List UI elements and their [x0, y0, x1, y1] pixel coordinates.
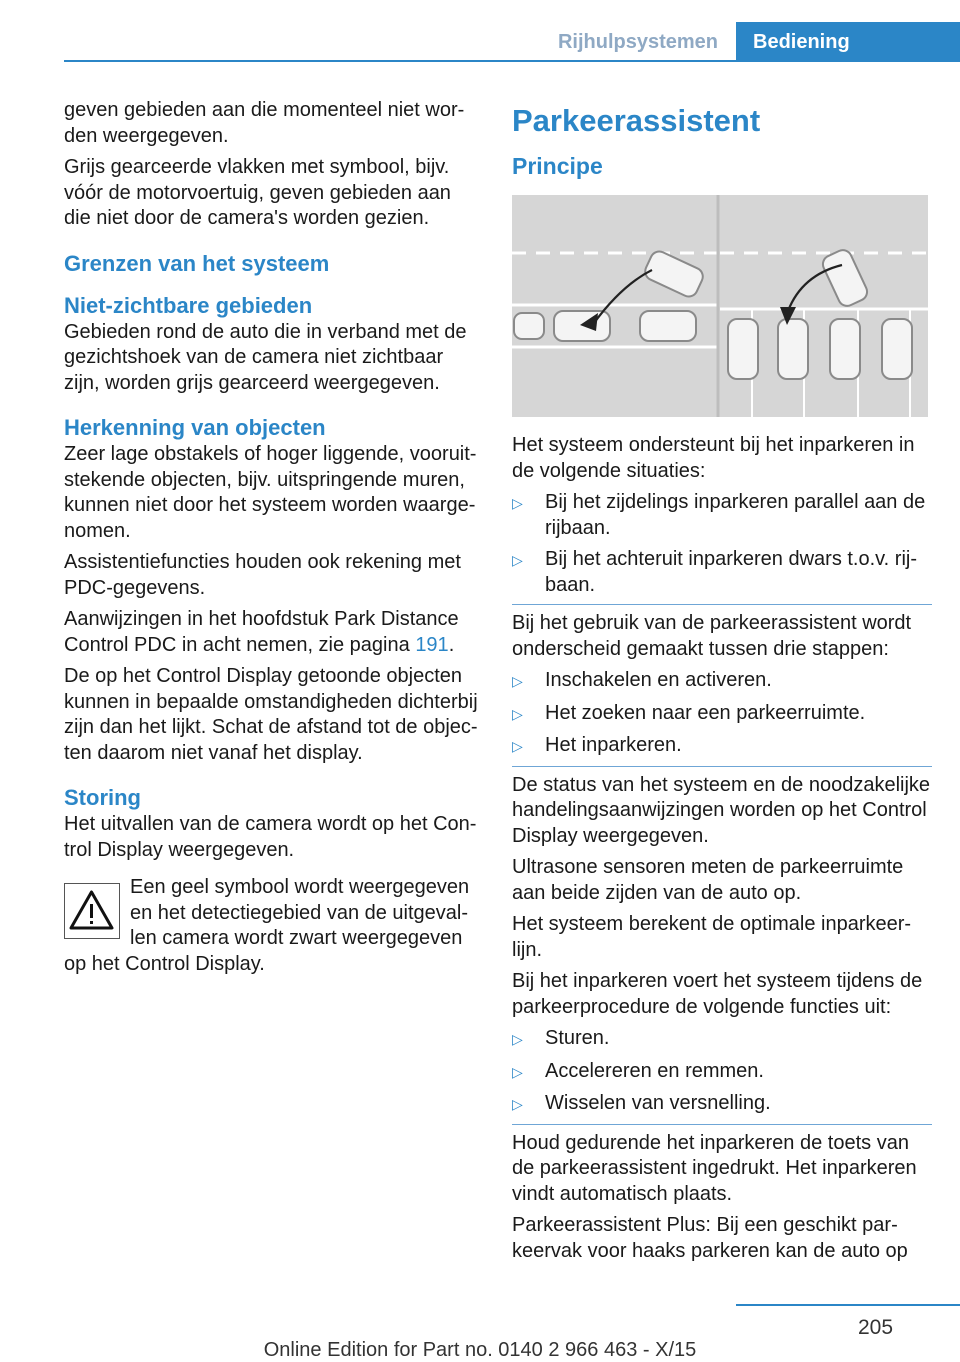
header-rule — [64, 60, 960, 62]
list-item — [512, 490, 932, 541]
list-item-text: Inschakelen en activeren. — [545, 669, 772, 691]
paragraph: Het systeem ondersteunt bij het inparkeren in de volgende situaties: — [512, 434, 915, 482]
list-item — [512, 547, 932, 598]
heading-storing: Storing — [64, 785, 141, 810]
list-item-text: Sturen. — [545, 1027, 610, 1049]
paragraph: Houd gedurende het inparkeren de toets van de parkeerassistent ingedrukt. Het inparkeren vindt automatisch plaats. — [512, 1131, 917, 1205]
footer-rule — [736, 1304, 960, 1306]
paragraph: De status van het systeem en de noodzakelijke handelingsaanwijzingen worden op het Control Display weergegeven. — [512, 773, 931, 847]
right-column — [512, 98, 932, 1270]
paragraph-text: . — [448, 633, 455, 656]
triangle-right-icon: ▷ — [512, 738, 523, 754]
heading-parkeerassistent: Parkeerassistent — [512, 103, 761, 138]
paragraph: Het uitvallen van de camera wordt op het Con-trol Display weergegeven. — [64, 813, 477, 861]
paragraph: Zeer lage obstakels of hoger liggende, vooruit-stekende objecten, bijv. uitspringende muren, kunnen niet door het systeem worden waarge-nomen. — [64, 443, 477, 542]
warning-line: op het Control Display. — [64, 952, 265, 975]
header-chapter-tab: Bediening — [736, 22, 960, 62]
list-item-text: Het inparkeren. — [545, 734, 682, 756]
list-item — [512, 668, 932, 695]
online-edition-note: Online Edition for Part no. 0140 2 966 463 - X/15 — [263, 1339, 697, 1361]
paragraph: Assistentiefuncties houden ook rekening met PDC-gegevens. — [64, 551, 461, 599]
paragraph: Grijs gearceerde vlakken met symbool, bijv. vóór de motorvoertuig, geven gebieden aan die niet door de camera's worden gezien. — [64, 156, 451, 229]
warning-text — [64, 875, 482, 977]
warning-line: en het detectiegebied van de uitgeval- — [130, 901, 469, 924]
triangle-right-icon: ▷ — [512, 495, 523, 511]
heading-principe: Principe — [512, 153, 603, 179]
triangle-right-icon: ▷ — [512, 1031, 523, 1047]
paragraph: De op het Control Display getoonde objecten kunnen in bepaalde omstandigheden dichterbij zijn dan het lijkt. Schat de afstand tot de objec-ten daarom niet vanaf het display. — [64, 665, 478, 764]
paragraph: Het systeem berekent de optimale inparkeer-lijn. — [512, 913, 912, 961]
bullet-list — [512, 490, 932, 605]
list-item — [512, 1026, 932, 1053]
heading-herkenning: Herkenning van objecten — [64, 415, 326, 440]
bullet-list — [512, 1026, 932, 1125]
list-item — [512, 733, 932, 760]
left-column — [64, 98, 482, 983]
paragraph: Bij het inparkeren voert het systeem tijdens de parkeerprocedure de volgende functies uit: — [512, 970, 923, 1018]
triangle-right-icon: ▷ — [512, 673, 523, 689]
parking-illustration — [512, 195, 928, 417]
paragraph: Bij het gebruik van de parkeerassistent wordt onderscheid gemaakt tussen drie stappen: — [512, 612, 912, 660]
list-item-text: Wisselen van versnelling. — [545, 1092, 771, 1114]
heading-niet-zichtbare-gebieden: Niet-zichtbare gebieden — [64, 292, 313, 318]
triangle-right-icon: ▷ — [512, 1063, 523, 1080]
paragraph — [64, 607, 482, 658]
triangle-right-icon: ▷ — [512, 1096, 523, 1112]
paragraph: geven gebieden aan die momenteel niet wor-den weergegeven. — [64, 99, 465, 147]
warning-line: Een geel symbool wordt weergegeven — [130, 876, 470, 898]
list-item-text: Bij het achteruit inparkeren dwars t.o.v. rij-baan. — [545, 548, 918, 596]
header-section-title: Rijhulpsystemen — [557, 30, 719, 53]
list-item-text: Bij het zijdelings inparkeren parallel aan de rijbaan. — [545, 491, 926, 539]
page-number: 205 — [858, 1316, 894, 1339]
triangle-right-icon: ▷ — [512, 705, 523, 722]
paragraph: Parkeerassistent Plus: Bij een geschikt par-keervak voor haaks parkeren kan de auto op — [512, 1214, 908, 1262]
paragraph-text: Aanwijzingen in het hoofdstuk Park Distance Control PDC in acht nemen, zie pagina — [64, 608, 459, 656]
warning-block — [64, 875, 482, 977]
list-item — [512, 1059, 932, 1086]
page-link[interactable]: 191 — [415, 633, 449, 656]
list-item — [512, 1091, 932, 1118]
list-item-text: Accelereren en remmen. — [545, 1059, 764, 1082]
list-item — [512, 701, 932, 728]
list-item-text: Het zoeken naar een parkeerruimte. — [545, 701, 866, 724]
paragraph: Gebieden rond de auto die in verband met de gezichtshoek van de camera niet zichtbaar zijn, worden grijs gearceerd weergegeven. — [64, 320, 467, 394]
heading-grenzen: Grenzen van het systeem — [64, 250, 330, 276]
paragraph: Ultrasone sensoren meten de parkeerruimte aan beide zijden van de auto op. — [512, 856, 904, 904]
warning-triangle-icon — [64, 883, 120, 939]
warning-line: len camera wordt zwart weergegeven — [130, 927, 463, 949]
triangle-right-icon: ▷ — [512, 552, 523, 568]
bullet-list — [512, 668, 932, 767]
